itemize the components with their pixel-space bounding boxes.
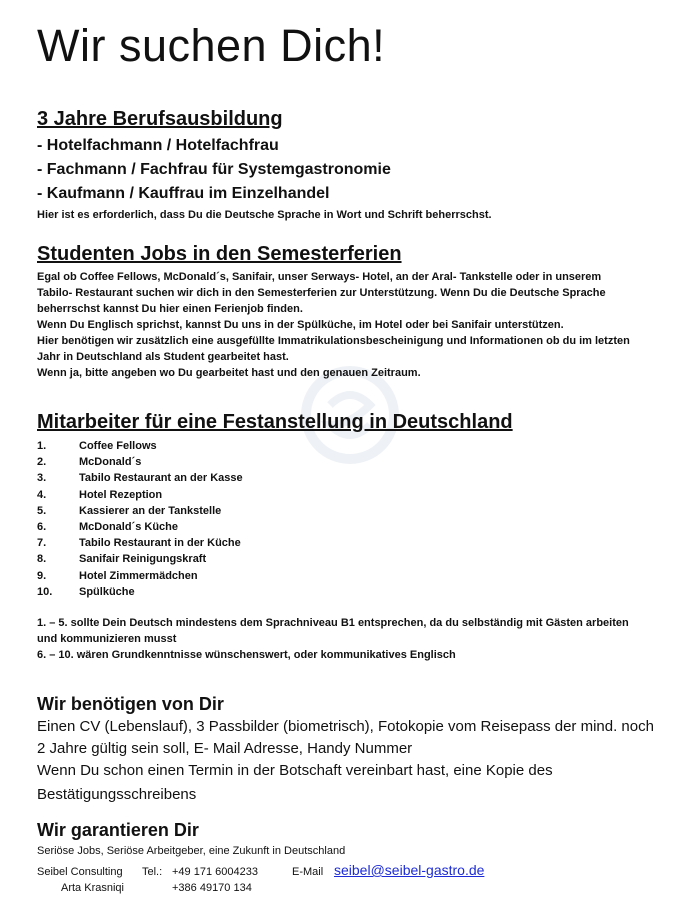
student-jobs-text [37, 269, 667, 381]
course-item: - Kaufmann / Kauffrau im Einzelhandel [37, 185, 330, 202]
language-level-notes [37, 615, 667, 663]
paragraph-line: Wenn Du Englisch sprichst, kannst Du uns in der Spülküche, im Hotel oder bei Sanifair unterstützen. [37, 319, 564, 331]
page-title: Wir suchen Dich! [37, 20, 386, 71]
paragraph-line: Hier benötigen wir zusätzlich eine ausgefüllte Immatrikulationsbescheinigung und Informationen ob du im letzten [37, 335, 630, 347]
paragraph-line: 2 Jahre gültig sein soll, E- Mail Adresse, Handy Nummer [37, 740, 413, 757]
permanent-heading: Mitarbeiter für eine Festanstellung in Deutschland [37, 411, 513, 433]
list-item: 5. Kassierer an der Tankstelle [37, 504, 222, 517]
list-item: 8. Sanifair Reinigungskraft [37, 553, 207, 566]
job-list [37, 438, 243, 600]
student-jobs-heading: Studenten Jobs in den Semesterferien [37, 243, 402, 265]
list-item: 7. Tabilo Restaurant in der Küche [37, 537, 241, 550]
email-label: E-Mail [292, 866, 324, 878]
tel-label: Tel.: [142, 866, 163, 878]
course-item: - Hotelfachmann / Hotelfachfrau [37, 137, 279, 154]
paragraph-line: Jahr in Deutschland als Student gearbeitet hast. [37, 351, 289, 363]
paragraph-line: Bestätigungsschreibens [37, 786, 197, 803]
apprenticeship-heading: 3 Jahre Berufsausbildung [37, 108, 283, 130]
language-note: Hier ist es erforderlich, dass Du die Deutsche Sprache in Wort und Schrift beherrschst. [37, 209, 492, 221]
requirements-text [37, 716, 677, 806]
list-item: 1. Coffee Fellows [37, 440, 157, 452]
paragraph-line: Einen CV (Lebenslauf), 3 Passbilder (biometrisch), Fotokopie vom Reisepass der mind. noch [37, 718, 654, 735]
list-item: 3. Tabilo Restaurant an der Kasse [37, 472, 243, 485]
requirements-heading: Wir benötigen von Dir [37, 694, 224, 714]
paragraph-line: Tabilo- Restaurant suchen wir dich in den Semesterferien zur Unterstützung. Wenn Du die Deutsche Sprache [37, 287, 606, 299]
list-item: 4. Hotel Rezeption [37, 488, 163, 501]
list-item: 9. Hotel Zimmermädchen [37, 569, 198, 582]
paragraph-line: beherrschst kannst Du hier einen Ferienjob finden. [37, 303, 303, 315]
email-link[interactable]: seibel@seibel-gastro.de [334, 862, 485, 878]
company-name: Seibel Consulting [37, 866, 123, 878]
paragraph-line: Egal ob Coffee Fellows, McDonald´s, Sanifair, unser Serways- Hotel, an der Aral- Tankstelle oder in unserem [37, 271, 602, 283]
paragraph-line: 6. – 10. wären Grundkenntnisse wünschenswert, oder kommunikatives Englisch [37, 649, 456, 661]
phone-number: +49 171 6004233 [172, 866, 258, 878]
phone-number-secondary: +386 49170 134 [172, 882, 252, 894]
paragraph-line: Wenn ja, bitte angeben wo Du gearbeitet hast und den genauen Zeitraum. [37, 367, 421, 379]
list-item: 2. McDonald´s [37, 456, 142, 469]
paragraph-line: 1. – 5. sollte Dein Deutsch mindestens dem Sprachniveau B1 entsprechen, da du selbständig mit Gästen arbeiten [37, 617, 629, 629]
paragraph-line: und kommunizieren musst [37, 633, 177, 645]
guarantee-tagline: Seriöse Jobs, Seriöse Arbeitgeber, eine Zukunft in Deutschland [37, 845, 346, 857]
course-item: - Fachmann / Fachfrau für Systemgastronomie [37, 161, 391, 178]
contact-person: Arta Krasniqi [61, 882, 124, 894]
list-item: 6. McDonald´s Küche [37, 520, 179, 533]
guarantee-heading: Wir garantieren Dir [37, 820, 199, 840]
list-item: 10. Spülküche [37, 585, 135, 598]
paragraph-line: Wenn Du schon einen Termin in der Botschaft vereinbart hast, eine Kopie des [37, 762, 553, 779]
